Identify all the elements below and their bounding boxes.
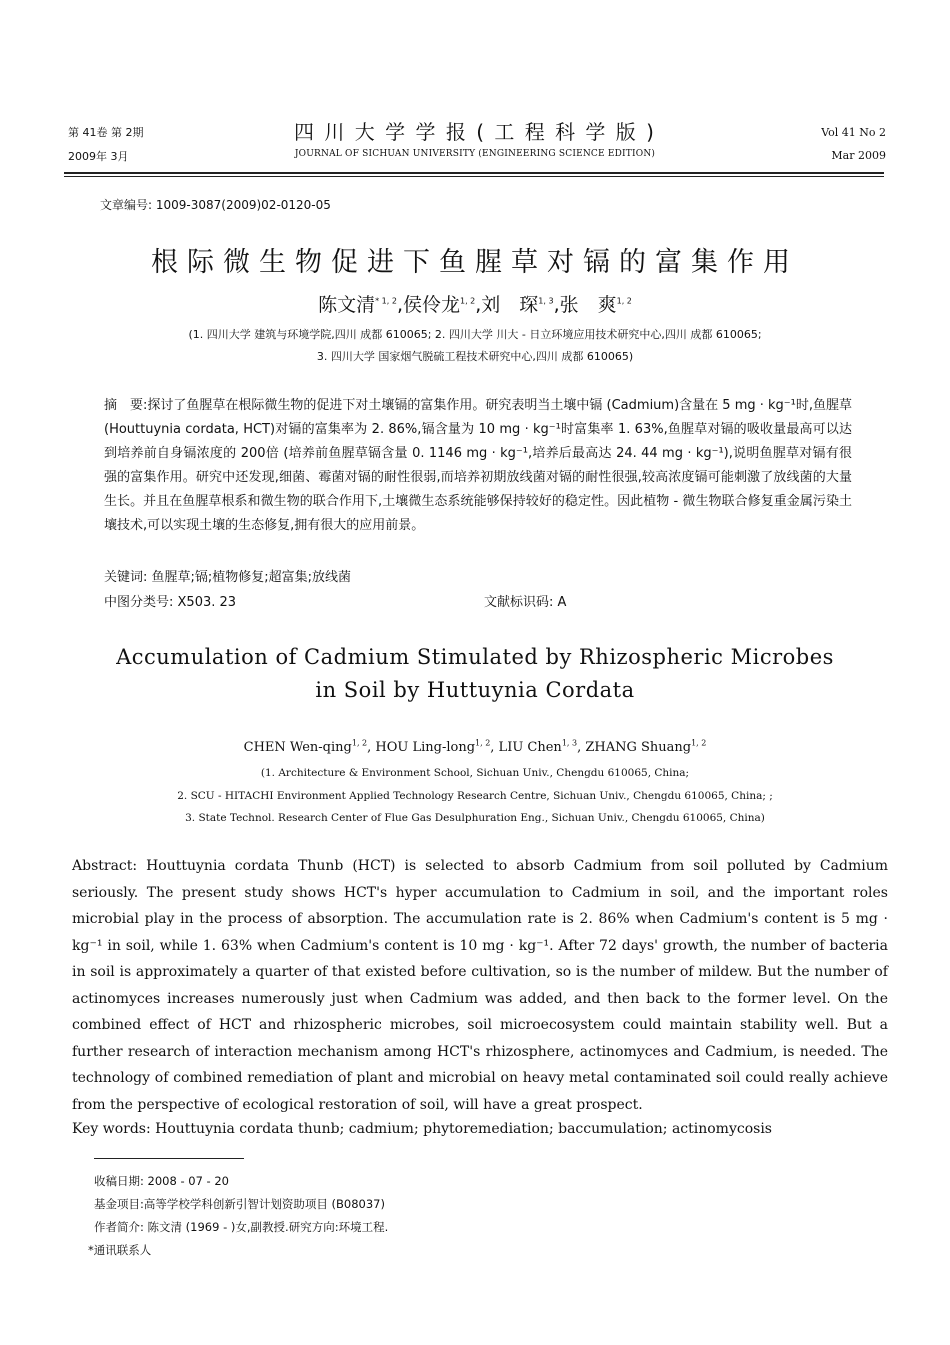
author-en: CHEN Wen-qing$^{1, 2}$ [243,738,368,755]
footnote-author-bio: 作者简介: 陈文清 (1969 - )女,副教授.研究方向:环境工程. [94,1220,389,1234]
clc-number: 中图分类号: X503. 23 [104,595,237,610]
affiliation-en-line: 2. SCU - HITACHI Environment Applied Technology Research Centre, Sichuan Univ., Chengdu 610065, China; ; [177,790,773,802]
author-en: , HOU Ling-long$^{1, 2}$ [367,738,491,755]
title-cn: 根际微生物促进下鱼腥草对镉的富集作用 [151,247,799,278]
footnote-funding: 基金项目:高等学校学科创新引智计划资助项目 (B08037) [94,1197,385,1211]
author-cn: ,刘 琛$^{1, 3}$ [475,294,554,316]
author-en: , ZHANG Shuang$^{1, 2}$ [577,738,707,755]
document-code: 文献标识码: A [484,595,567,610]
date-en: Mar 2009 [831,149,886,162]
keywords-en: Key words: Houttuynia cordata thunb; cadmium; phytoremediation; baccumulation; actinomycosis [72,1121,772,1137]
authors-cn [0,290,950,317]
header-rule-bottom [64,176,884,177]
footnote-rule [94,1158,244,1159]
author-cn: ,侯伶龙$^{1, 2}$ [396,294,476,316]
header-rule-top [64,172,884,174]
title-en-line2: in Soil by Huttuynia Cordata [315,678,635,702]
author-cn: 陈文清$^{* 1, 2}$ [318,294,397,316]
affiliation-cn-line: 3. 四川大学 国家烟气脱硫工程技术研究中心,四川 成都 610065) [316,350,634,363]
keywords-cn: 关键词: 鱼腥草;镉;植物修复;超富集;放线菌 [104,570,352,585]
abstract-en: Abstract: Houttuynia cordata Thunb (HCT) is selected to absorb Cadmium from soil polluted by Cadmium seriously. The present study shows HCT's hyper accumulation to Cadmium in soil, and the important roles microbial play in the process of absorption. The accumulation rate is 2. 86% when Cadmium's content is 5 mg · kg⁻¹ in soil, while 1. 63% when Cadmium's content is 10 mg · kg⁻¹. After 72 days' growth, the number of bacteria in soil is approximately a quarter of that existed before cultivation, so is the number of mildew. But the number of actinomyces increases numerously just when Cadmium was added, and then back to the former level. On the combined effect of HCT and rhizospheric microbes, soil microecosystem could maintain stability well. But a further research of interaction mechanism among HCT's rhizosphere, actinomyces and Cadmium, is needed. The technology of combined remediation of plant and microbial on heavy metal contaminated soil could really achieve from the perspective of ecological restoration of soil, will have a great prospect. [72,858,888,1113]
journal-title-en: JOURNAL OF SICHUAN UNIVERSITY (ENGINEERING SCIENCE EDITION) [294,149,656,159]
authors-en [0,740,950,755]
article-number: 文章编号: 1009-3087(2009)02-0120-05 [100,198,331,212]
volume-issue-cn: 第 41卷 第 2期 [68,126,144,139]
volume-issue-en: Vol 41 No 2 [821,126,886,139]
footnote-corresponding: *通讯联系人 [88,1243,152,1257]
footnote-received: 收稿日期: 2008 - 07 - 20 [94,1174,229,1188]
abstract-cn: 摘 要:探讨了鱼腥草在根际微生物的促进下对土壤镉的富集作用。研究表明当土壤中镉 (Cadmium)含量在 5 mg · kg⁻¹时,鱼腥草 (Houttuynia cordata, HCT)对镉的富集率为 2. 86%,镉含量为 10 mg · kg⁻¹时富集率 1. 63%,鱼腥草对镉的吸收量最高可以达到培养前自身镉浓度的 200倍 (培养前鱼腥草镉含量 0. 1146 mg · kg⁻¹,培养后最高达 24. 44 mg · kg⁻¹),说明鱼腥草对镉有很强的富集作用。研究中还发现,细菌、霉菌对镉的耐性很弱,而培养初期放线菌对镉的耐性很强,较高浓度镉可能刺激了放线菌的大量生长。并且在鱼腥草根系和微生物的联合作用下,土壤微生态系统能够保持较好的稳定性。因此植物 - 微生物联合修复重金属污染土壤技术,可以实现土壤的生态修复,拥有很大的应用前景。 [104,398,852,533]
title-en-line1: Accumulation of Cadmium Stimulated by Rhizospheric Microbes [116,645,834,669]
journal-title-cn: 四 川 大 学 学 报 ( 工 程 科 学 版 ) [294,120,656,144]
affiliation-en-line: 3. State Technol. Research Center of Flue Gas Desulphuration Eng., Sichuan Univ., Chengdu 610065, China) [185,812,765,824]
author-cn: ,张 爽$^{1, 2}$ [553,294,632,316]
affiliation-en-line: (1. Architecture & Environment School, Sichuan Univ., Chengdu 610065, China; [260,767,690,779]
author-en: , LIU Chen$^{1, 3}$ [490,738,578,755]
date-cn: 2009年 3月 [68,150,129,163]
affiliation-cn-line: (1. 四川大学 建筑与环境学院,四川 成都 610065; 2. 四川大学 川大 - 日立环境应用技术研究中心,四川 成都 610065; [188,328,762,341]
